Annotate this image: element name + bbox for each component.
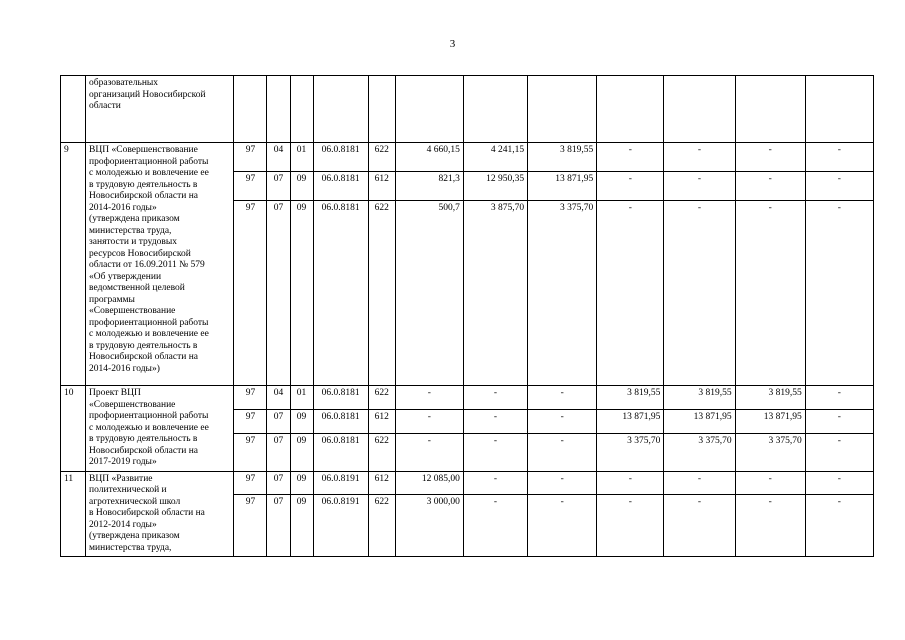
table-cell xyxy=(290,76,313,143)
value-cell: - xyxy=(735,495,805,557)
code-cell: 06.0.8181 xyxy=(313,386,368,410)
value-cell: - xyxy=(528,409,597,433)
code-cell: 612 xyxy=(368,409,395,433)
table-cell xyxy=(234,76,267,143)
code-cell: 09 xyxy=(290,433,313,471)
code-cell: 04 xyxy=(267,386,290,410)
value-cell: - xyxy=(805,201,873,386)
code-cell: 06.0.8181 xyxy=(313,409,368,433)
value-cell: 4 660,15 xyxy=(395,143,463,172)
value-cell: 13 871,95 xyxy=(664,409,735,433)
value-cell: - xyxy=(664,201,735,386)
code-cell: 622 xyxy=(368,495,395,557)
code-cell: 06.0.8191 xyxy=(313,495,368,557)
table-cell xyxy=(528,76,597,143)
value-cell: - xyxy=(805,471,873,495)
value-cell: - xyxy=(463,386,527,410)
value-cell: - xyxy=(463,495,527,557)
program-name-cell: образовательных организаций Новосибирской области xyxy=(86,76,234,143)
value-cell: - xyxy=(805,386,873,410)
value-cell: - xyxy=(597,143,664,172)
code-cell: 622 xyxy=(368,201,395,386)
value-cell: - xyxy=(463,471,527,495)
value-cell: - xyxy=(664,495,735,557)
value-cell: 12 950,35 xyxy=(463,172,527,201)
value-cell: 3 375,70 xyxy=(664,433,735,471)
value-cell: - xyxy=(805,495,873,557)
value-cell: 3 375,70 xyxy=(735,433,805,471)
row-number-cell xyxy=(61,76,86,143)
value-cell: - xyxy=(735,143,805,172)
program-name-cell: Проект ВЦП «Совершенствование профориентационной работы с молодежью и вовлечение ее в трудовую деятельность в Новосибирской области на 2017-2019 годы» xyxy=(86,386,234,472)
code-cell: 97 xyxy=(234,172,267,201)
code-cell: 09 xyxy=(290,409,313,433)
code-cell: 622 xyxy=(368,143,395,172)
value-cell: 3 819,55 xyxy=(597,386,664,410)
code-cell: 97 xyxy=(234,409,267,433)
value-cell: - xyxy=(664,471,735,495)
code-cell: 06.0.8181 xyxy=(313,143,368,172)
value-cell: 3 375,70 xyxy=(528,201,597,386)
code-cell: 97 xyxy=(234,386,267,410)
value-cell: - xyxy=(805,143,873,172)
code-cell: 07 xyxy=(267,201,290,386)
value-cell: 3 000,00 xyxy=(395,495,463,557)
value-cell: - xyxy=(597,471,664,495)
value-cell: 4 241,15 xyxy=(463,143,527,172)
value-cell: - xyxy=(735,172,805,201)
code-cell: 01 xyxy=(290,143,313,172)
table-row xyxy=(61,386,874,410)
table-cell xyxy=(463,76,527,143)
value-cell: 3 819,55 xyxy=(528,143,597,172)
value-cell: - xyxy=(528,495,597,557)
table-row xyxy=(61,471,874,495)
code-cell: 09 xyxy=(290,172,313,201)
code-cell: 07 xyxy=(267,495,290,557)
table-cell xyxy=(805,76,873,143)
value-cell: 3 875,70 xyxy=(463,201,527,386)
code-cell: 04 xyxy=(267,143,290,172)
table-row xyxy=(61,76,874,143)
code-cell: 07 xyxy=(267,471,290,495)
value-cell: - xyxy=(528,386,597,410)
code-cell: 612 xyxy=(368,471,395,495)
table-row xyxy=(61,143,874,172)
value-cell: - xyxy=(735,201,805,386)
row-number-cell: 10 xyxy=(61,386,86,472)
code-cell: 07 xyxy=(267,172,290,201)
value-cell: - xyxy=(805,409,873,433)
value-cell: 500,7 xyxy=(395,201,463,386)
row-number-cell: 9 xyxy=(61,143,86,386)
value-cell: - xyxy=(597,201,664,386)
value-cell: - xyxy=(805,433,873,471)
value-cell: 13 871,95 xyxy=(597,409,664,433)
value-cell: 821,3 xyxy=(395,172,463,201)
value-cell: 3 819,55 xyxy=(735,386,805,410)
value-cell: - xyxy=(528,433,597,471)
code-cell: 622 xyxy=(368,433,395,471)
value-cell: - xyxy=(735,471,805,495)
code-cell: 09 xyxy=(290,495,313,557)
code-cell: 09 xyxy=(290,201,313,386)
budget-table xyxy=(60,75,874,557)
code-cell: 07 xyxy=(267,409,290,433)
code-cell: 01 xyxy=(290,386,313,410)
table-cell xyxy=(664,76,735,143)
page-number: 3 xyxy=(449,38,456,50)
value-cell: - xyxy=(597,495,664,557)
code-cell: 97 xyxy=(234,433,267,471)
code-cell: 06.0.8181 xyxy=(313,201,368,386)
value-cell: 13 871,95 xyxy=(528,172,597,201)
value-cell: - xyxy=(395,409,463,433)
value-cell: - xyxy=(528,471,597,495)
table-cell xyxy=(368,76,395,143)
table-cell xyxy=(313,76,368,143)
code-cell: 97 xyxy=(234,495,267,557)
table-cell xyxy=(735,76,805,143)
value-cell: - xyxy=(597,172,664,201)
code-cell: 622 xyxy=(368,386,395,410)
code-cell: 97 xyxy=(234,143,267,172)
value-cell: 12 085,00 xyxy=(395,471,463,495)
value-cell: - xyxy=(395,386,463,410)
code-cell: 06.0.8181 xyxy=(313,172,368,201)
value-cell: - xyxy=(664,143,735,172)
code-cell: 06.0.8191 xyxy=(313,471,368,495)
table-cell xyxy=(267,76,290,143)
row-number-cell: 11 xyxy=(61,471,86,557)
value-cell: 13 871,95 xyxy=(735,409,805,433)
code-cell: 97 xyxy=(234,471,267,495)
table-cell xyxy=(395,76,463,143)
code-cell: 612 xyxy=(368,172,395,201)
value-cell: - xyxy=(463,409,527,433)
code-cell: 97 xyxy=(234,201,267,386)
value-cell: 3 819,55 xyxy=(664,386,735,410)
code-cell: 09 xyxy=(290,471,313,495)
value-cell: - xyxy=(664,172,735,201)
table-cell xyxy=(597,76,664,143)
value-cell: 3 375,70 xyxy=(597,433,664,471)
program-name-cell: ВЦП «Развитие политехнической и агротехнической школ в Новосибирской области на 2012-2014 годы» (утверждена приказом министерства труда, xyxy=(86,471,234,557)
code-cell: 06.0.8181 xyxy=(313,433,368,471)
code-cell: 07 xyxy=(267,433,290,471)
value-cell: - xyxy=(395,433,463,471)
value-cell: - xyxy=(463,433,527,471)
program-name-cell: ВЦП «Совершенствование профориентационной работы с молодежью и вовлечение ее в трудовую деятельность в Новосибирской области на 2014-2016 годы» (утверждена приказом министерства труда, занятости и трудовых ресурсов Новосибирской области от 16.09.2011 № 579 «Об утверждении ведомственной целевой программы «Совершенствование профориентационной работы с молодежью и вовлечение ее в трудовую деятельность в Новосибирской области на 2014-2016 годы») xyxy=(86,143,234,386)
value-cell: - xyxy=(805,172,873,201)
